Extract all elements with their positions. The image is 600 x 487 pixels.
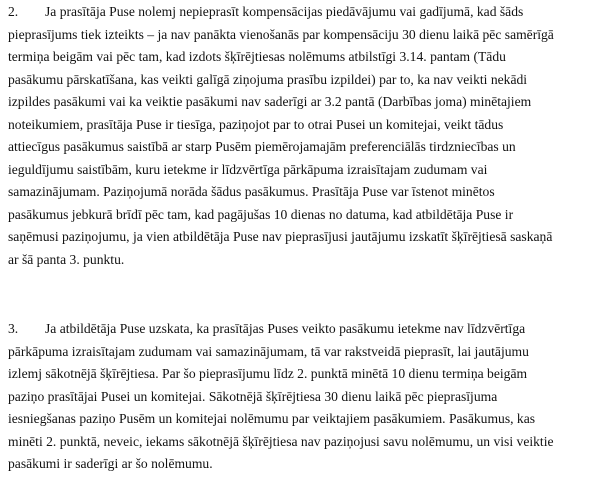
paragraph-2-line-4: pasākumu pārskatīšana, kas veikti galīgā ziņojuma prasību izpildei) par to, ka nav veikti nekādi: [8, 71, 528, 87]
paragraph-3-line-6: minēti 2. punktā, neveic, iekams sākotnējā šķīrējtiesa nav paziņojusi savu nolēmumu, un visi veiktie: [8, 433, 554, 449]
paragraph-3-line-7: pasākumi ir saderīgi ar šo nolēmumu.: [8, 456, 213, 471]
paragraph-2-line-1: [8, 2, 600, 22]
paragraph-2-line-5: izpildes pasākumi vai ka veiktie pasākumi nav saderīgi ar 3.2 pantā (Darbības joma) minētajiem: [8, 94, 532, 109]
paragraph-3-line-4: paziņo prasītājai Pusei un komitejai. Sākotnējā šķīrējtiesa 30 dienu laikā pēc pieprasījuma: [8, 388, 498, 404]
paragraph-3-line-1: [8, 319, 600, 339]
paragraph-2-line-12: ar šā panta 3. punktu.: [8, 251, 125, 267]
paragraph-3-line-5: iesniegšanas paziņo Pusēm un komitejai nolēmumu par veiktajiem pasākumiem. Pasākumus, kas: [8, 411, 536, 426]
paragraph-2-line-9: samazinājumam. Paziņojumā norāda šādus pasākumus. Prasītāja Puse var īstenot minētos: [8, 184, 495, 199]
paragraph-2-line-6: noteikumiem, prasītāja Puse ir tiesīga, paziņojot par to otrai Pusei un komitejai, veikt tādus: [8, 116, 504, 132]
paragraph-2-line-8: ieguldījumu saistībām, kuru ietekme ir līdzvērtīga pārkāpuma izraisītajam zudumam vai: [8, 161, 488, 177]
paragraph-3-line-2: pārkāpuma izraisītajam zudumam vai samazinājumam, tā var rakstveidā pieprasīt, lai jautājumu: [8, 343, 529, 359]
paragraph-3-text: Ja atbildētāja Puse uzskata, ka prasītājas Puses veikto pasākumu ietekme nav līdzvērtīga: [45, 321, 526, 336]
paragraph-2-line-3: termiņa beigām vai pēc tam, kad izdots šķīrējtiesas nolēmums atbilstīgi 3.14. pantam (Tādu: [8, 49, 506, 64]
paragraph-2-line-2: pieprasījums tiek izteikts – ja nav panākta vienošanās par kompensāciju 30 dienu laikā pēc samērīgā: [8, 26, 554, 42]
paragraph-3-line-3: izlemj sākotnējā šķīrējtiesa. Par šo pieprasījumu līdz 2. punktā minētā 10 dienu termiņa beigām: [8, 366, 528, 381]
paragraph-3-number: 3.: [8, 321, 19, 336]
paragraph-2-line-11: saņēmusi paziņojumu, ja vien atbildētāja Puse nav pieprasījusi jautājumu izskatīt šķīrējtiesā saskaņā: [8, 229, 553, 244]
paragraph-2-number: 2.: [8, 4, 19, 19]
paragraph-2-line-7: attiecīgus pasākumus saistībā ar starp Pusēm piemērojamajām preferenciālās tirdzniecības un: [8, 139, 516, 154]
paragraph-2-text: Ja prasītāja Puse nolemj nepieprasīt kompensācijas piedāvājumu vai gadījumā, kad šāds: [45, 4, 524, 19]
paragraph-2-line-10: pasākumus jebkurā brīdī pēc tam, kad pagājušas 10 dienas no datuma, kad atbildētāja Puse ir: [8, 206, 514, 222]
